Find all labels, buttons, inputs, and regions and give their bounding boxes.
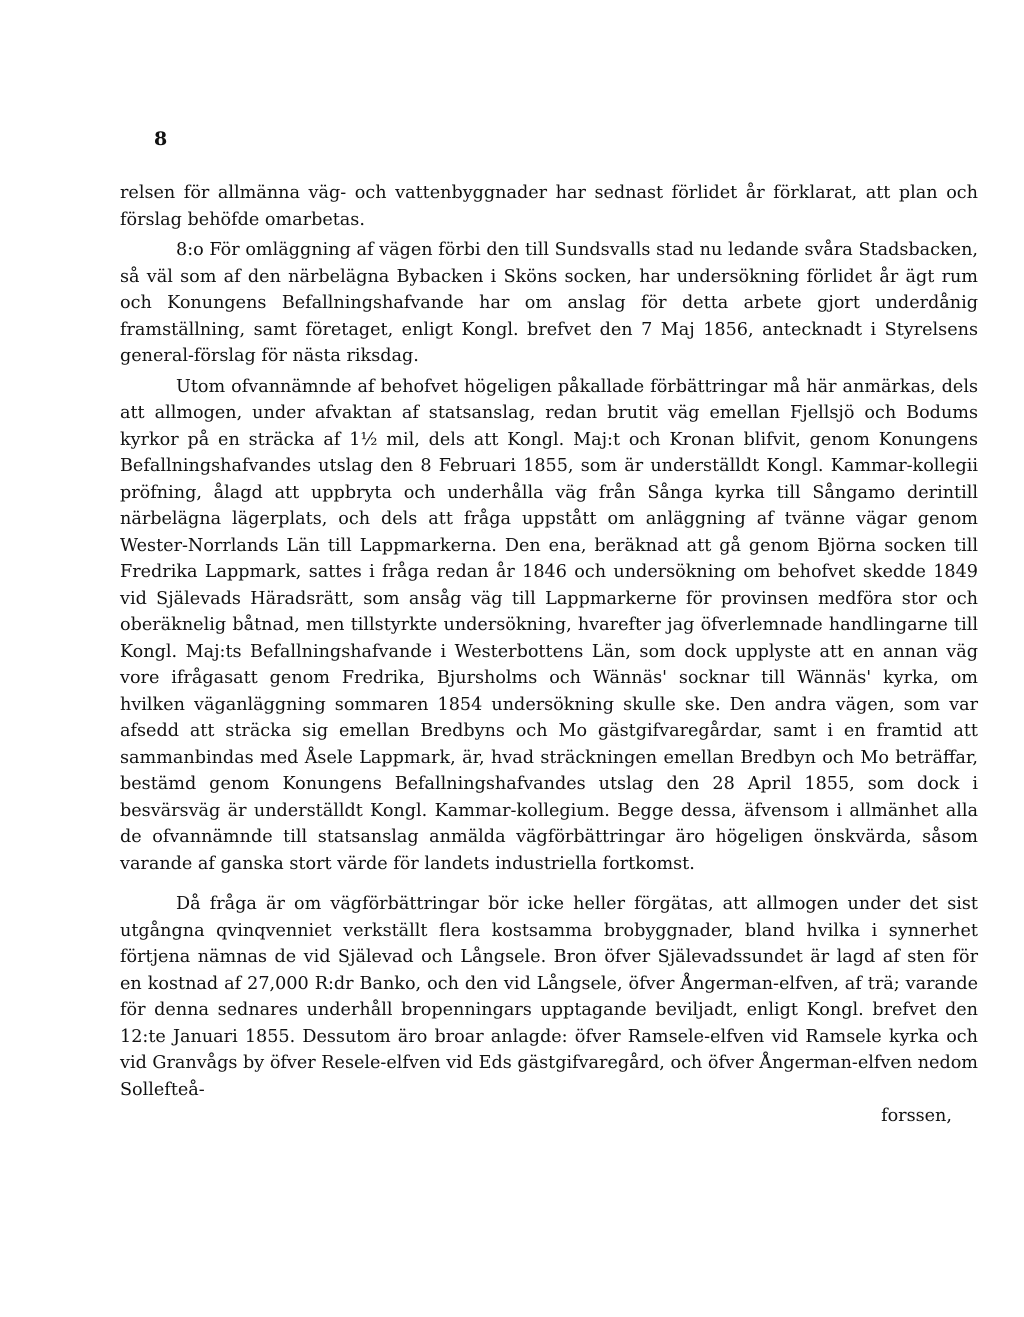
paragraph-bridges: Då fråga är om vägförbättringar bör icke heller förgätas, att allmogen under det sist utgångna qvinqvenniet verkställt flera kostsamma brobyggnader, bland hvilka i synnerhet förtjena nämnas de vid Själevad och Långsele. Bron öfver Själevadssundet är lagd af sten för en kostnad af 27,000 R:dr Banko, och den vid Långsele, öfver Ångerman-elfven, af trä; varande för denna sednares underhåll bropenningars upptagande beviljadt, enligt Kongl. brefvet den 12:te Januari 1855. Dessutom äro broar anlagde: öfver Ramsele-elfven vid Ramsele kyrka och vid Granvågs by öfver Resele-elfven vid Eds gästgifvaregård, och öfver Ångerman-elfven nedom Sollefteå- bbox=[120, 894, 978, 1100]
paragraph-stadsbacken: 8:o För omläggning af vägen förbi den till Sundsvalls stad nu ledande svåra Stadsbacken, så väl som af den närbelägna Bybacken i Sköns socken, har undersökning förlidet år ägt rum och Konungens Befallningshafvande har om anslag för detta arbete gjort underdånig framställning, samt företaget, enligt Kongl. brefvet den 7 Maj 1856, antecknadt i Styrelsens general-förslag för nästa riksdag. bbox=[120, 240, 978, 366]
page-number: 8 bbox=[154, 128, 168, 150]
paragraph-road-improvements: Utom ofvannämnde af behofvet högeligen påkallade förbättringar må här anmärkas, dels att allmogen, under afvaktan af statsanslag, redan brutit väg emellan Fjellsjö och Bodums kyrkor på en sträcka af 1½ mil, dels att Kongl. Maj:t och Kronan blifvit, genom Konungens Befallningshafvandes utslag den 8 Februari 1855, som är underställdt Kongl. Kammar-kollegii pröfning, ålagd att uppbryta och underhålla väg från Sånga kyrka till Sångamo derintill närbelägna lägerplats, och dels att fråga uppstått om anläggning af tvänne vägar genom Wester-Norrlands Län till Lappmarkerna. Den ena, beräknad att gå genom Björna socken till Fredrika Lappmark, sattes i fråga redan år 1846 och undersökning om behofvet skedde 1849 vid Själevads Häradsrätt, som ansåg väg till Lappmarkerne för provinsen medföra stor och oberäknelig båtnad, men tillstyrkte undersökning, hvarefter jag öfverlemnade handlingarne till Kongl. Maj:ts Befallningshafvande i Westerbottens Län, som dock upplyste att en annan väg vore ifrågasatt genom Fredrika, Bjursholms och Wännäs' socknar till Wännäs' kyrka, om hvilken väganläggning sommaren 1854 undersökning skulle ske. Den andra vägen, som var afsedd att sträcka sig emellan Bredbyns och Mo gästgifvaregårdar, samt i en framtid att sammanbindas med Åsele Lappmark, är, hvad sträckningen emellan Bredbyn och Mo beträffar, bestämd genom Konungens Befallningshafvandes utslag den 28 April 1855, som dock i besvärsväg är underställdt Kongl. Kammar-kollegium. Begge dessa, äfvensom i allmänhet alla de ofvannämnde till statsanslag anmälda vägförbättringar äro högeligen önskvärda, såsom varande af ganska stort värde för landets industriella fortkomst. bbox=[120, 376, 978, 874]
body-text bbox=[120, 180, 978, 1130]
catchword: forssen, bbox=[881, 1106, 952, 1126]
paragraph-continuation: relsen för allmänna väg- och vattenbyggnader har sednast förlidet år förklarat, att plan och förslag behöfde omarbetas. bbox=[120, 183, 978, 230]
